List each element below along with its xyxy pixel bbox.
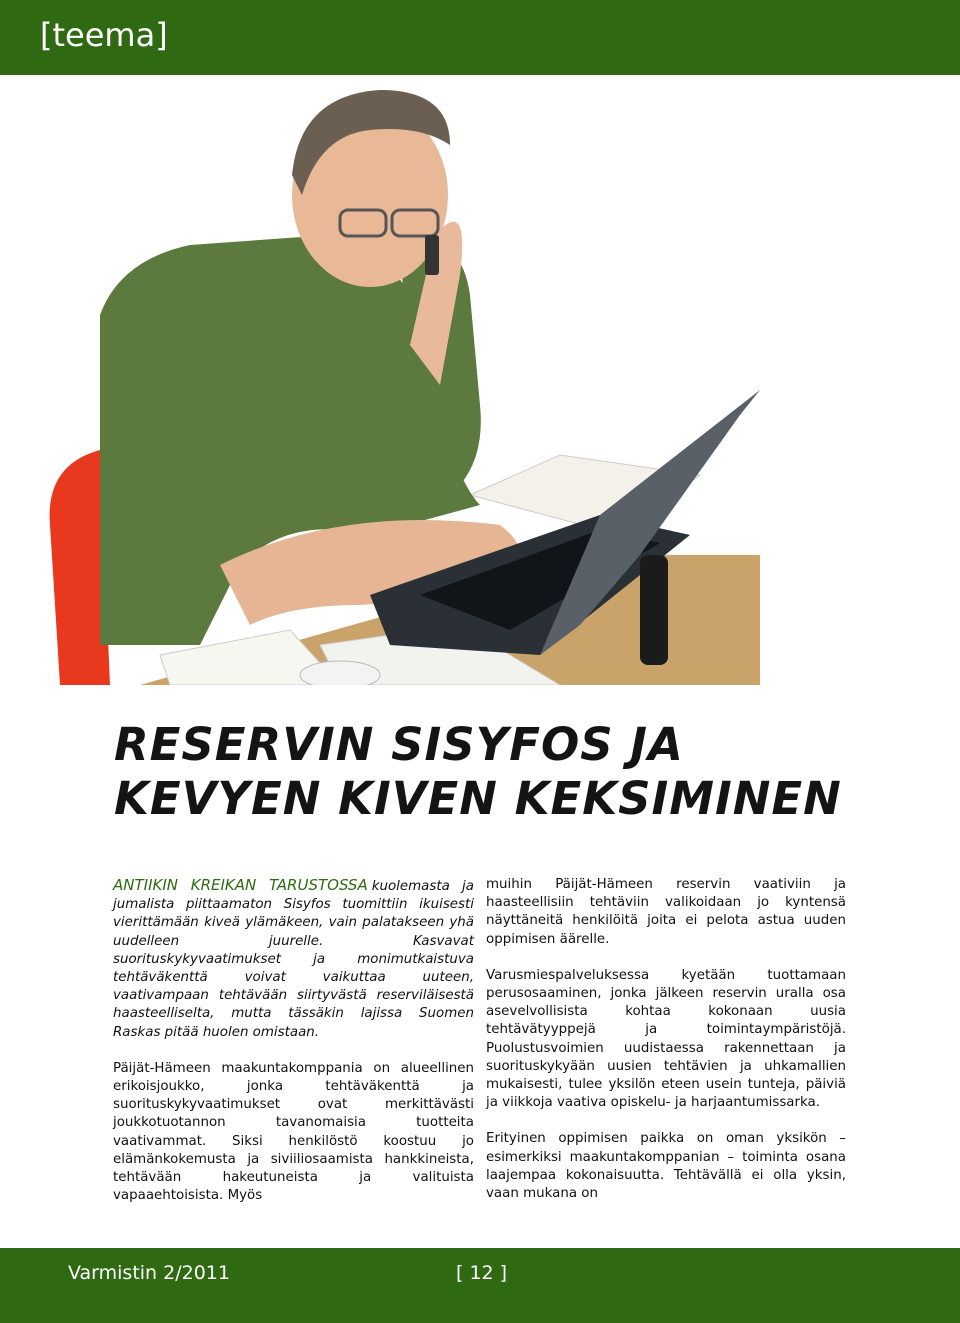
right-paragraph-1: muihin Päijät-Hämeen reservin vaativiin ja haasteellisiin tehtäviin valikoidaan jo kyntensä näyttäneitä henkilöitä joita ei pelota astua uuden oppimisen äärelle. xyxy=(486,877,846,947)
article-title xyxy=(114,718,914,826)
right-paragraph-3: Erityinen oppimisen paikka on oman yksikön – esimerkiksi maakuntakomppanian – toiminta osana laajempaa kokonaisuutta. Tehtävällä ei olla yksin, vaan mukana on xyxy=(486,1131,846,1202)
right-column xyxy=(486,876,846,1221)
lead-kicker: ANTIIKIN KREIKAN TARUSTOSSA xyxy=(113,876,368,894)
footer-publication: Varmistin 2/2011 xyxy=(68,1262,230,1284)
footer-bar xyxy=(0,1248,960,1323)
section-tag: [teema] xyxy=(40,16,168,54)
left-body-paragraph: Päijät-Hämeen maakuntakomppania on alueellinen erikoisjoukko, jonka tehtäväkenttä ja suorituskykyvaatimukset ovat merkittävästi joukkotuotannon tavanomaisia tuotteita vaativammat. Siksi henkilöstö koostuu jo elämänkokemusta ja siviiliosaamista hankkineista, tehtävään hakeutuneista ja valituista vapaaehtoisista. Myös xyxy=(113,1060,474,1204)
lead-text: kuolemasta ja jumalista piittaamaton Sisyfos tuomittiin ikuisesti vierittämään kiveä ylämäkeen, vain palatakseen yhä uudelleen juurelle. Kasvavat suorituskykyvaatimukset ja monimutkaistuva tehtäväkenttä voivat vaikuttaa uuteen, vaativampaan tehtävään siirtyvästä reserviläisestä haasteelliselta, mutta tässäkin lajissa Suomen Raskas pitää huolen omistaan. xyxy=(113,879,474,1040)
right-paragraph-2: Varusmiespalveluksessa kyetään tuottamaan perusosaaminen, jonka jälkeen reservin uralla osa asevelvollisista kohtaa kokonaan uusia tehtävätyyppejä ja toimintaympäristöjä. Puolustusvoimien uudistaessa rakennettaan ja suorituskykyään uusien tehtävien ja uhkamallien mukaisesti, tulee yksilön eteen usein tunteja, päiviä ja viikkoja vaativa opiskelu- ja harjaantumissarka. xyxy=(486,967,846,1111)
left-column xyxy=(113,876,474,1223)
title-line-2: KEVYEN KIVEN KEKSIMINEN xyxy=(114,772,842,825)
header-bar xyxy=(0,0,960,75)
footer-page-number: [ 12 ] xyxy=(456,1262,508,1284)
article-photo xyxy=(40,85,760,685)
title-line-1: RESERVIN SISYFOS JA xyxy=(114,718,684,771)
lead-paragraph xyxy=(113,876,474,1042)
